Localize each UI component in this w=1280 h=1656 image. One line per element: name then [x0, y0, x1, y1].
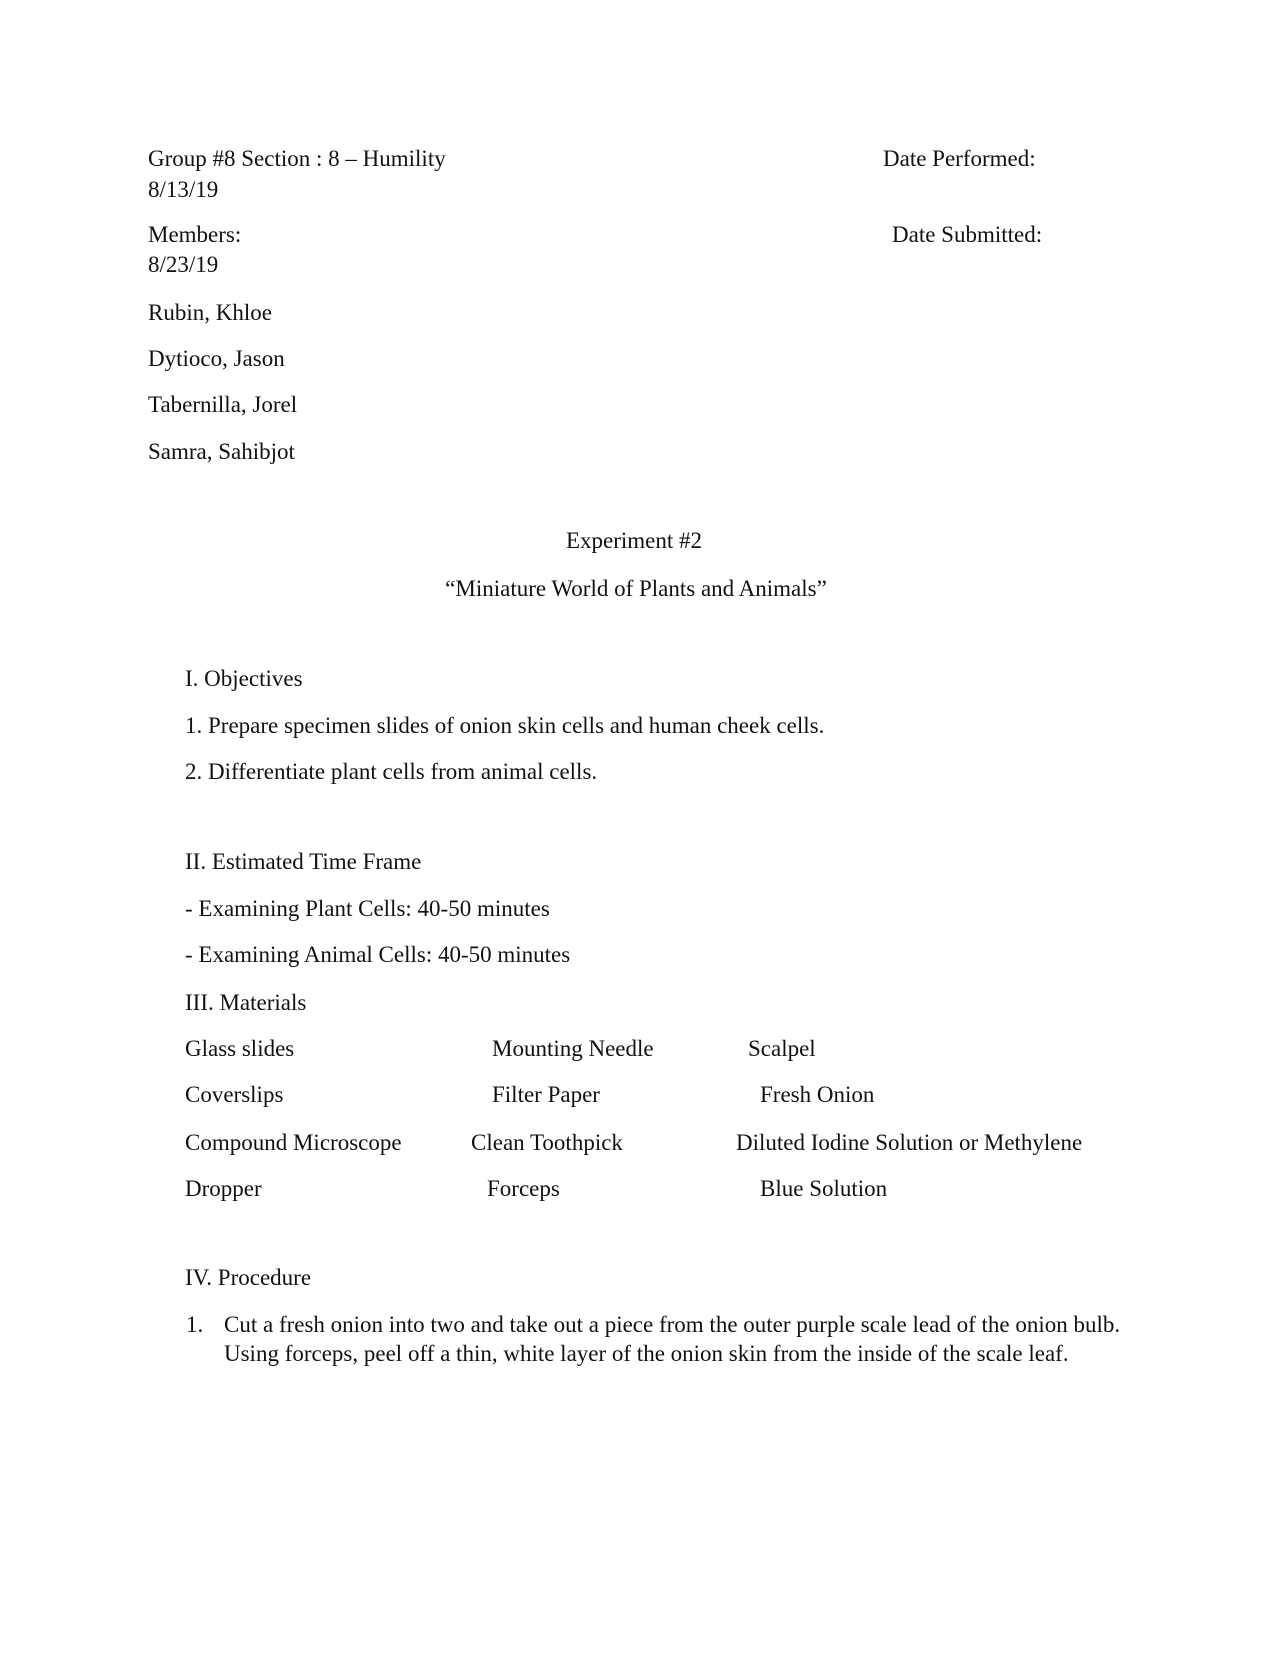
procedure-list	[186, 1310, 1126, 1368]
date-performed-value: 8/13/19	[148, 177, 219, 202]
objectives-heading: I. Objectives	[185, 666, 303, 691]
date-performed-label: Date Performed:	[883, 146, 1036, 171]
material-item: Coverslips	[185, 1082, 284, 1107]
procedure-step-text: Cut a fresh onion into two and take out a piece from the outer purple scale lead of the onion bulb. Using forceps, peel off a thin, white layer of the onion skin from the inside of the scale leaf.	[224, 1312, 1121, 1366]
material-item: Clean Toothpick	[471, 1130, 623, 1155]
material-item: Mounting Needle	[492, 1036, 654, 1061]
material-item: Forceps	[487, 1176, 560, 1201]
material-item: Compound Microscope	[185, 1130, 402, 1155]
time-frame-heading: II. Estimated Time Frame	[185, 849, 422, 874]
materials-heading: III. Materials	[185, 990, 307, 1015]
material-item: Scalpel	[748, 1036, 816, 1061]
group-section: Group #8 Section : 8 – Humility	[148, 146, 446, 171]
experiment-title: Experiment #2	[565, 528, 703, 553]
material-item: Fresh Onion	[760, 1082, 875, 1107]
experiment-subtitle: “Miniature World of Plants and Animals”	[445, 576, 827, 601]
material-item: Filter Paper	[492, 1082, 600, 1107]
material-item: Dropper	[185, 1176, 262, 1201]
date-submitted-value: 8/23/19	[148, 252, 219, 277]
members-label: Members:	[148, 222, 242, 247]
time-frame-item: - Examining Plant Cells: 40-50 minutes	[185, 896, 550, 921]
member-name: Tabernilla, Jorel	[148, 392, 298, 417]
procedure-step-number: 1.	[186, 1312, 204, 1337]
time-frame-item: - Examining Animal Cells: 40-50 minutes	[185, 942, 571, 967]
material-item: Blue Solution	[760, 1176, 888, 1201]
procedure-step	[186, 1310, 1126, 1368]
material-item: Diluted Iodine Solution or Methylene	[736, 1130, 1083, 1155]
member-name: Samra, Sahibjot	[148, 439, 295, 464]
objective-item: 2. Differentiate plant cells from animal cells.	[185, 759, 598, 784]
material-item: Glass slides	[185, 1036, 295, 1061]
member-name: Dytioco, Jason	[148, 346, 285, 371]
objective-item: 1. Prepare specimen slides of onion skin cells and human cheek cells.	[185, 713, 825, 738]
procedure-heading: IV. Procedure	[185, 1265, 312, 1290]
member-name: Rubin, Khloe	[148, 300, 272, 325]
date-submitted-label: Date Submitted:	[892, 222, 1043, 247]
